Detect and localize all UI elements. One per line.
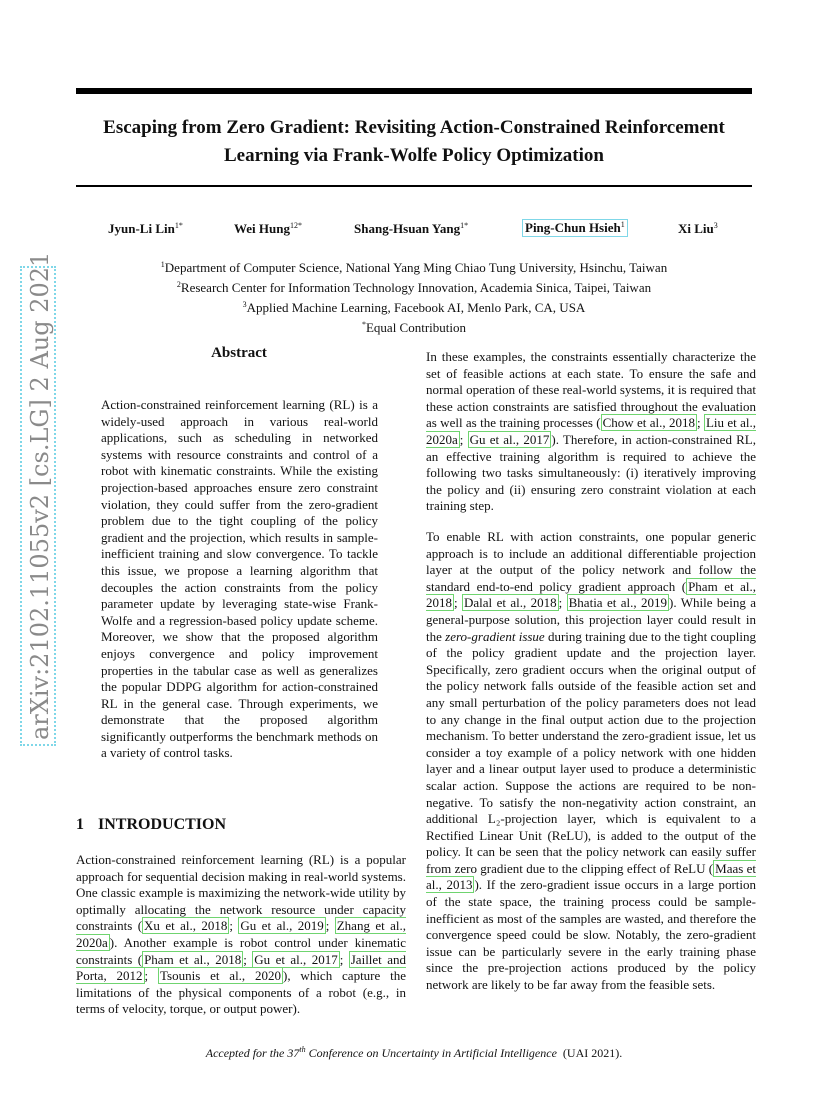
citation-link[interactable]: Zhang et al., 2020a [76, 918, 406, 950]
equal-contribution-note: *Equal Contribution [361, 320, 467, 335]
citation-link[interactable]: Gu et al., 2019 [240, 918, 324, 934]
title-line-1: Escaping from Zero Gradient: Revisiting Action-Constrained Reinforcement [103, 117, 725, 138]
citation-link[interactable]: Pham et al., 2018 [144, 951, 242, 967]
citation-link[interactable]: Chow et al., 2018 [602, 415, 695, 431]
abstract-text: Action-constrained reinforcement learning (RL) is a widely-used approach in various real-world applications, such as scheduling in networked systems with resource constraints and control of a robot with kinematic constraints. While the existing projection-based approaches ensure zero constraint violation, they could suffer from the zero-gradient problem due to the tight coupling of the policy gradient and the projection, which results in sample-inefficient training and slow convergence. To tackle this issue, we propose a learning algorithm that decouples the action constraints from the policy parameter update by leveraging state-wise Frank-Wolfe and a regression-based policy update scheme. Moreover, we show that the proposed algorithm enjoys convergence and policy improvement properties in the tabular case as well as generalizes the popular DDPG algorithm for action-constrained RL in the general case. Through experiments, we demonstrate that the proposed algorithm significantly outperforms the benchmark methods on a variety of control tasks. [101, 397, 378, 761]
title-rule [76, 185, 752, 187]
citation-link[interactable]: Dalal et al., 2018 [464, 595, 557, 611]
citation-link[interactable]: Gu et al., 2017 [254, 951, 338, 967]
citation-link[interactable]: Maas et al., 2013 [426, 860, 757, 893]
citation-link[interactable]: Liu et al., 2020a [426, 415, 756, 447]
author-4-link[interactable]: Ping-Chun Hsieh$^1$ [522, 219, 628, 237]
section-heading [76, 816, 226, 834]
intro-paragraph: Action-constrained reinforcement learning (RL) is a popular approach for sequential decision making in real-world systems. One classic example is maximizing the network-wide utility by optimally allocating the network resource under capacity constraints ( Xu et al., 2018 ; Gu et al., 2019 ; Zhang et al., 2020a ). Another example is robot control under kinematic constraints ( Pham et al., 2018 ; Gu et al., 2017 ; Jaillet and Porta, 2012 ; Tsounis et al., 2020 ), which capture the limitations of the physical components of a robot (e.g., in terms of velocity, torque, or output power). [76, 852, 406, 1017]
affiliation-3: $^3$Applied Machine Learning, Facebook AI, Menlo Park, CA, USA [242, 300, 586, 315]
top-rule [76, 88, 752, 94]
venue-footer: Accepted for the 37th Conference on Uncertainty in Artificial Intelligence (UAI 2021). [205, 1045, 623, 1060]
paper-title [76, 114, 752, 170]
author-2: Wei Hung$^{12*}$ [234, 221, 302, 236]
section-title: INTRODUCTION [98, 816, 227, 833]
arxiv-stamp-link[interactable]: arXiv:2102.11055v2 [cs.LG] 2 Aug 2021 [20, 266, 56, 746]
right-paragraph-1: In these examples, the constraints essentially characterize the set of feasible actions at each state. To ensure the safe and normal operation of these real-world systems, it is required that these action constraints are satisfied throughout the evaluation as well as the training processes ( Chow et al., 2018 ; Liu et al., 2020a ; Gu et al., 2017 ). Therefore, in action-constrained RL, an effective training algorithm is required to achieve the following two tasks simultaneously: (i) iteratively improving the policy and (ii) ensuring zero constraint violation at each training step. [426, 349, 757, 514]
citation-link[interactable]: Jaillet and Porta, 2012 [76, 951, 406, 984]
citation-link[interactable]: Bhatia et al., 2019 [568, 595, 668, 611]
emphasis-term: zero-gradient issue [445, 628, 545, 644]
title-line-2: Learning via Frank-Wolfe Policy Optimization [224, 145, 604, 166]
author-3: Shang-Hsuan Yang$^{1*}$ [354, 221, 469, 236]
citation-link[interactable]: Xu et al., 2018 [144, 918, 228, 934]
affiliation-2: $^2$Research Center for Information Technology Innovation, Academia Sinica, Taipei, Taiwan [176, 280, 652, 295]
affiliations [76, 256, 752, 336]
section-number: 1 [76, 816, 84, 833]
affiliation-1: $^1$Department of Computer Science, National Yang Ming Chiao Tung University, Hsinchu, Taiwan [160, 260, 668, 275]
abstract-heading: Abstract [211, 345, 267, 361]
citation-link[interactable]: Tsounis et al., 2020 [159, 968, 282, 984]
author-5: Xi Liu$^3$ [678, 221, 718, 236]
citation-link[interactable]: Pham et al., 2018 [426, 578, 756, 611]
citation-link[interactable]: Gu et al., 2017 [469, 431, 550, 447]
right-paragraph-2: To enable RL with action constraints, one popular generic approach is to include an additional differentiable projection layer at the output of the policy network and follow the standard end-to-end policy gradient approach ( Pham et al., 2018 ; Dalal et al., 2018 ; Bhatia et al., 2019 ). While being a general-purpose solution, this projection layer could result in the zero-gradient issue during training due to the tight coupling of the policy gradient update and the projection layer. Specifically, zero gradient occurs when the original output of the policy network falls outside of the feasible action set and any small perturbation of the policy parameters does not lead to any change in the final output action due to the projection mechanism. To better understand the zero-gradient issue, let us consider a toy example of a policy network with one hidden layer and a linear output layer used to produce a deterministic scalar action. Suppose the actions are required to be non-negative. To satisfy the non-negativity action constraint, an additional L₂-projection layer, which is equivalent to a Rectified Linear Unit (ReLU), is added to the output of the policy. It can be seen that the policy network can easily suffer from zero gradient due to the clipping effect of ReLU ( Maas et al., 2013 ). If the zero-gradient issue occurs in a large portion of the state space, the training process could be sample-inefficient as most of the samples are wasted, and therefore the convergence speed could be slow. Notably, the zero-gradient issue can be particularly severe in the early training phase since the pre-projection actions produced by the policy network are likely to be far away from the feasible sets. [426, 529, 757, 993]
author-1: Jyun-Li Lin$^{1*}$ [108, 221, 183, 236]
